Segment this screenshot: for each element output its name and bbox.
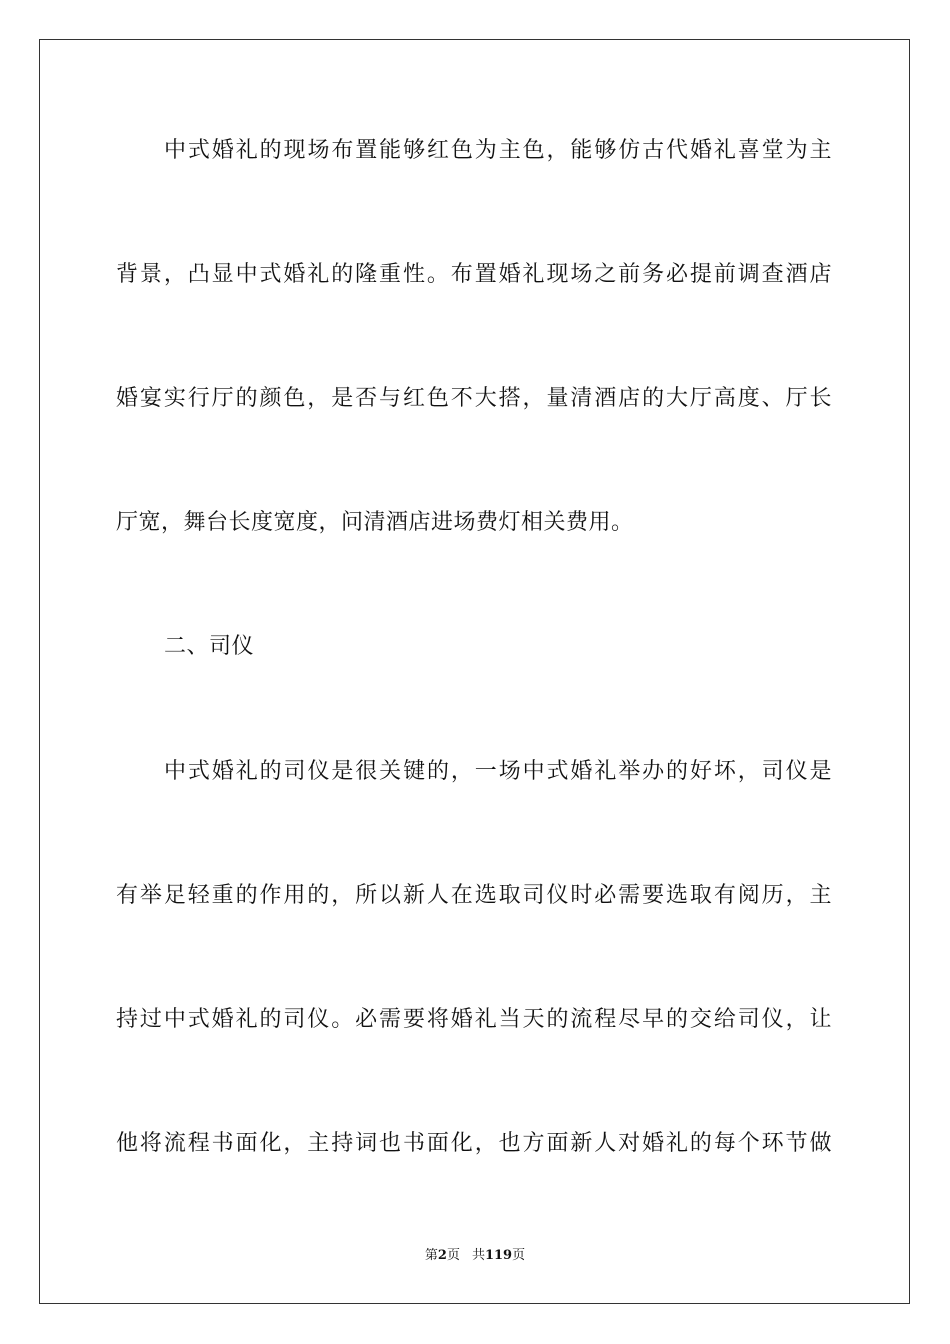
paragraph-2-line-2: 有举足轻重的作用的，所以新人在选取司仪时必需要选取有阅历，主 (116, 883, 832, 908)
paragraph-1-line-4: 厅宽，舞台长度宽度，问清酒店进场费灯相关费用。 (116, 510, 634, 535)
paragraph-1-line-2: 背景，凸显中式婚礼的隆重性。布置婚礼现场之前务必提前调查酒店 (116, 262, 832, 287)
paragraph-1-line-3: 婚宴实行厅的颜色，是否与红色不大搭，量清酒店的大厅高度、厅长 (116, 386, 832, 411)
paragraph-1-line-1: 中式婚礼的现场布置能够红色为主色，能够仿古代婚礼喜堂为主 (164, 138, 832, 163)
page-border (39, 39, 910, 1304)
paragraph-2-line-4: 他将流程书面化，主持词也书面化，也方面新人对婚礼的每个环节做 (116, 1131, 832, 1156)
page-prefix: 第 (424, 1248, 438, 1263)
total-pages: 119 (484, 1248, 513, 1263)
paragraph-2-line-1: 中式婚礼的司仪是很关键的，一场中式婚礼举办的好坏，司仪是 (164, 759, 832, 784)
page-footer (0, 1247, 950, 1265)
total-prefix: 共 (471, 1248, 485, 1263)
page-suffix: 页 (446, 1248, 460, 1263)
total-suffix: 页 (512, 1248, 526, 1263)
section-heading: 二、司仪 (164, 634, 255, 659)
page-number: 2 (437, 1248, 447, 1263)
paragraph-2-line-3: 持过中式婚礼的司仪。必需要将婚礼当天的流程尽早的交给司仪，让 (116, 1007, 832, 1032)
